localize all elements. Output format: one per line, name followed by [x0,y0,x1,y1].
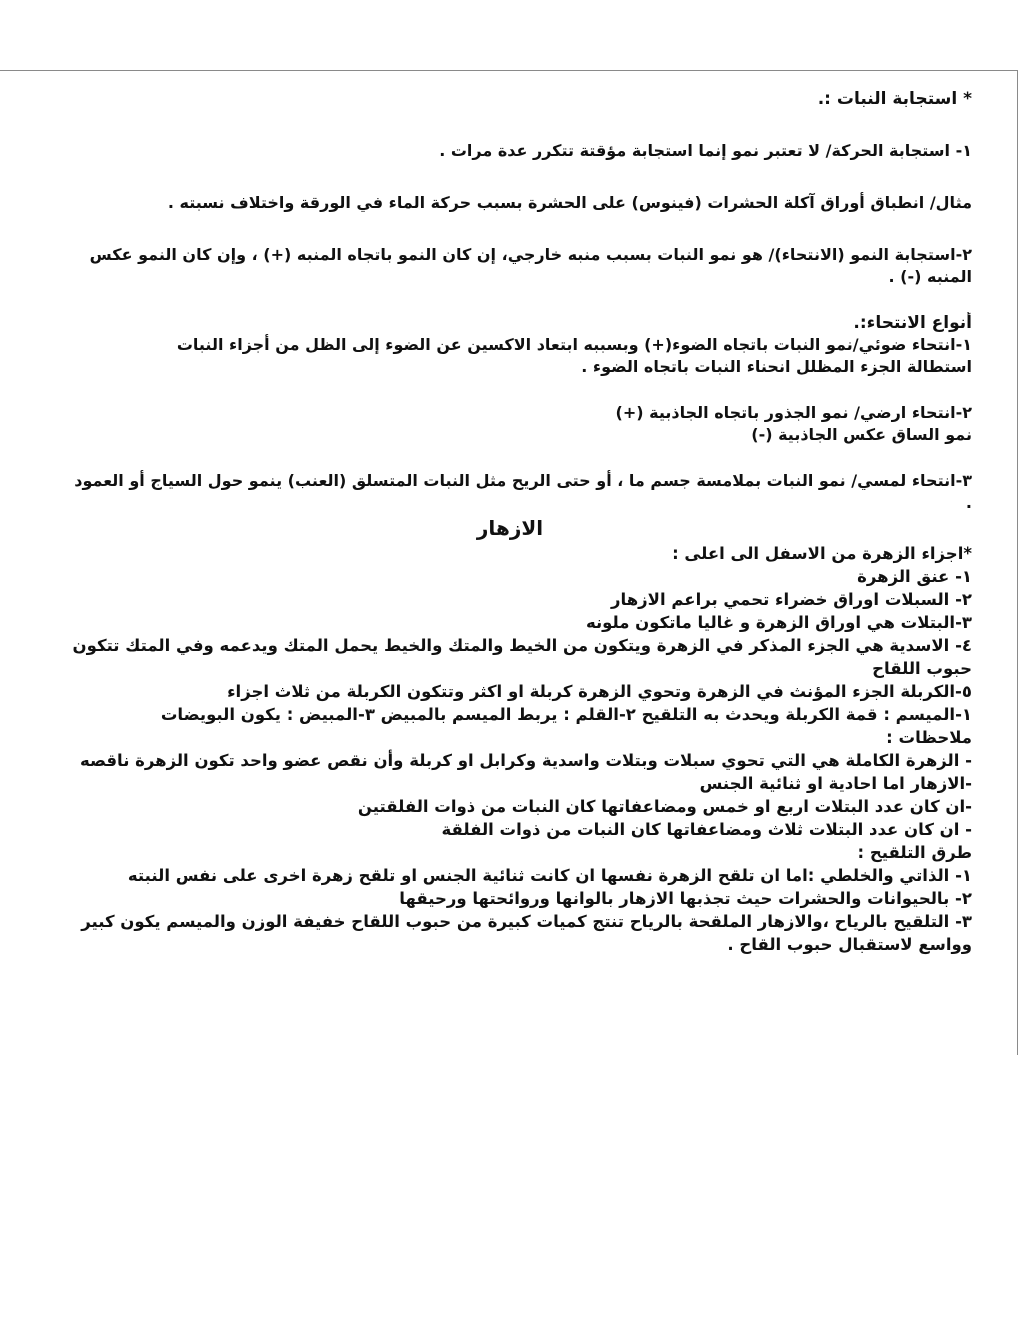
note-item: -الازهار اما احادية او ثنائية الجنس [699,774,972,793]
note-item: -ان كان عدد البتلات اربع او خمس ومضاعفاتها كان النبات من ذوات الفلقتين [357,797,972,816]
flower-parts-title: *اجزاء الزهرة من الاسفل الى اعلى : [672,544,972,563]
pollination-item: ٣- التلقيح بالرياح ،والازهار الملقحة بالرياح تنتج كميات كبيرة من حبوب اللقاح خفيفة الوزن والميسم يكون كبير [81,912,972,931]
thigmotropism-line-1: ٣-انتحاء لمسي/ نمو النبات بملامسة جسم ما ، أو حتى الريح مثل النبات المتسلق (العنب) ينمو حول السياج أو العمود [74,471,972,490]
venus-example-text: مثال/ انطباق أوراق آكلة الحشرات (فينوس) على الحشرة بسبب حركة الماء في الورقة واختلاف نسبته . [167,193,972,212]
section-title-plant-response: * استجابة النبات :. [817,89,972,109]
pollination-item: وواسع لاستقبال حبوب القاح . [727,935,972,954]
flower-part-item: حبوب اللقاح [872,659,972,678]
pollination-item: ٢- بالحيوانات والحشرات حيث تجذبها الازهار بالوانها وروائحتها ورحيقها [399,889,972,908]
flowering-title: الازهار [476,516,544,540]
thigmotropism-line-2: . [965,493,972,512]
growth-response-line-2: المنبه (-) . [888,267,972,286]
geotropism-line-1: ٢-انتحاء ارضي/ نمو الجذور باتجاه الجاذبية (+) [615,403,972,422]
flower-part-item: ١-الميسم : قمة الكربلة ويحدث به التلقيح ٢-القلم : يربط الميسم بالمبيض ٣-المبيض : يكون البويضات [160,705,972,724]
document-body [48,88,972,956]
flower-part-item: ٢- السبلات اوراق خضراء تحمي براعم الازهار [611,590,972,609]
flower-part-item: ٥-الكربلة الجزء المؤنث في الزهرة وتحوي الزهرة كربلة او اكثر وتتكون الكربلة من ثلاث اجزاء [227,682,972,701]
flower-part-item: ١- عنق الزهرة [857,567,972,586]
note-item: - الزهرة الكاملة هي التي تحوي سبلات وبتلات واسدية وكرابل او كربلة وأن نقص عضو واحد تكون الزهرة ناقصه [79,751,972,770]
flower-part-item: ٤- الاسدية هي الجزء المذكر في الزهرة ويتكون من الخيط والمتك والخيط يحمل المتك ويدعمه وفي المتك تتكون [72,636,972,655]
notes-title: ملاحظات : [886,728,972,747]
movement-response-text: ١- استجابة الحركة/ لا تعتبر نمو إنما استجابة مؤقتة تتكرر عدة مرات . [439,141,972,160]
phototropism-line-1: ١-انتحاء ضوئي/نمو النبات باتجاه الضوء(+) وبسببه ابتعاد الاكسين عن الضوء إلى الظل من أجزاء النبات [176,335,972,354]
pollination-title: طرق التلقيح : [857,843,972,862]
phototropism-line-2: استطالة الجزء المظلل انحناء النبات باتجاه الضوء . [581,357,972,376]
growth-response-line-1: ٢-استجابة النمو (الانتحاء)/ هو نمو النبات بسبب منبه خارجي، إن كان النمو باتجاه المنبه (+) ، وإن كان النمو عكس [89,245,972,264]
pollination-item: ١- الذاتي والخلطي :اما ان تلقح الزهرة نفسها ان كانت ثنائية الجنس او تلقح زهرة اخرى على نفس النبته [127,866,972,885]
flower-parts-section [48,542,972,956]
tropism-types-title: أنواع الانتحاء:. [853,313,972,333]
note-item: - ان كان عدد البتلات ثلاث ومضاعفاتها كان النبات من ذوات الفلقة [441,820,972,839]
flower-part-item: ٣-البتلات هي اوراق الزهرة و غاليا ماتكون ملونه [585,613,972,632]
geotropism-line-2: نمو الساق عكس الجاذبية (-) [751,425,972,444]
